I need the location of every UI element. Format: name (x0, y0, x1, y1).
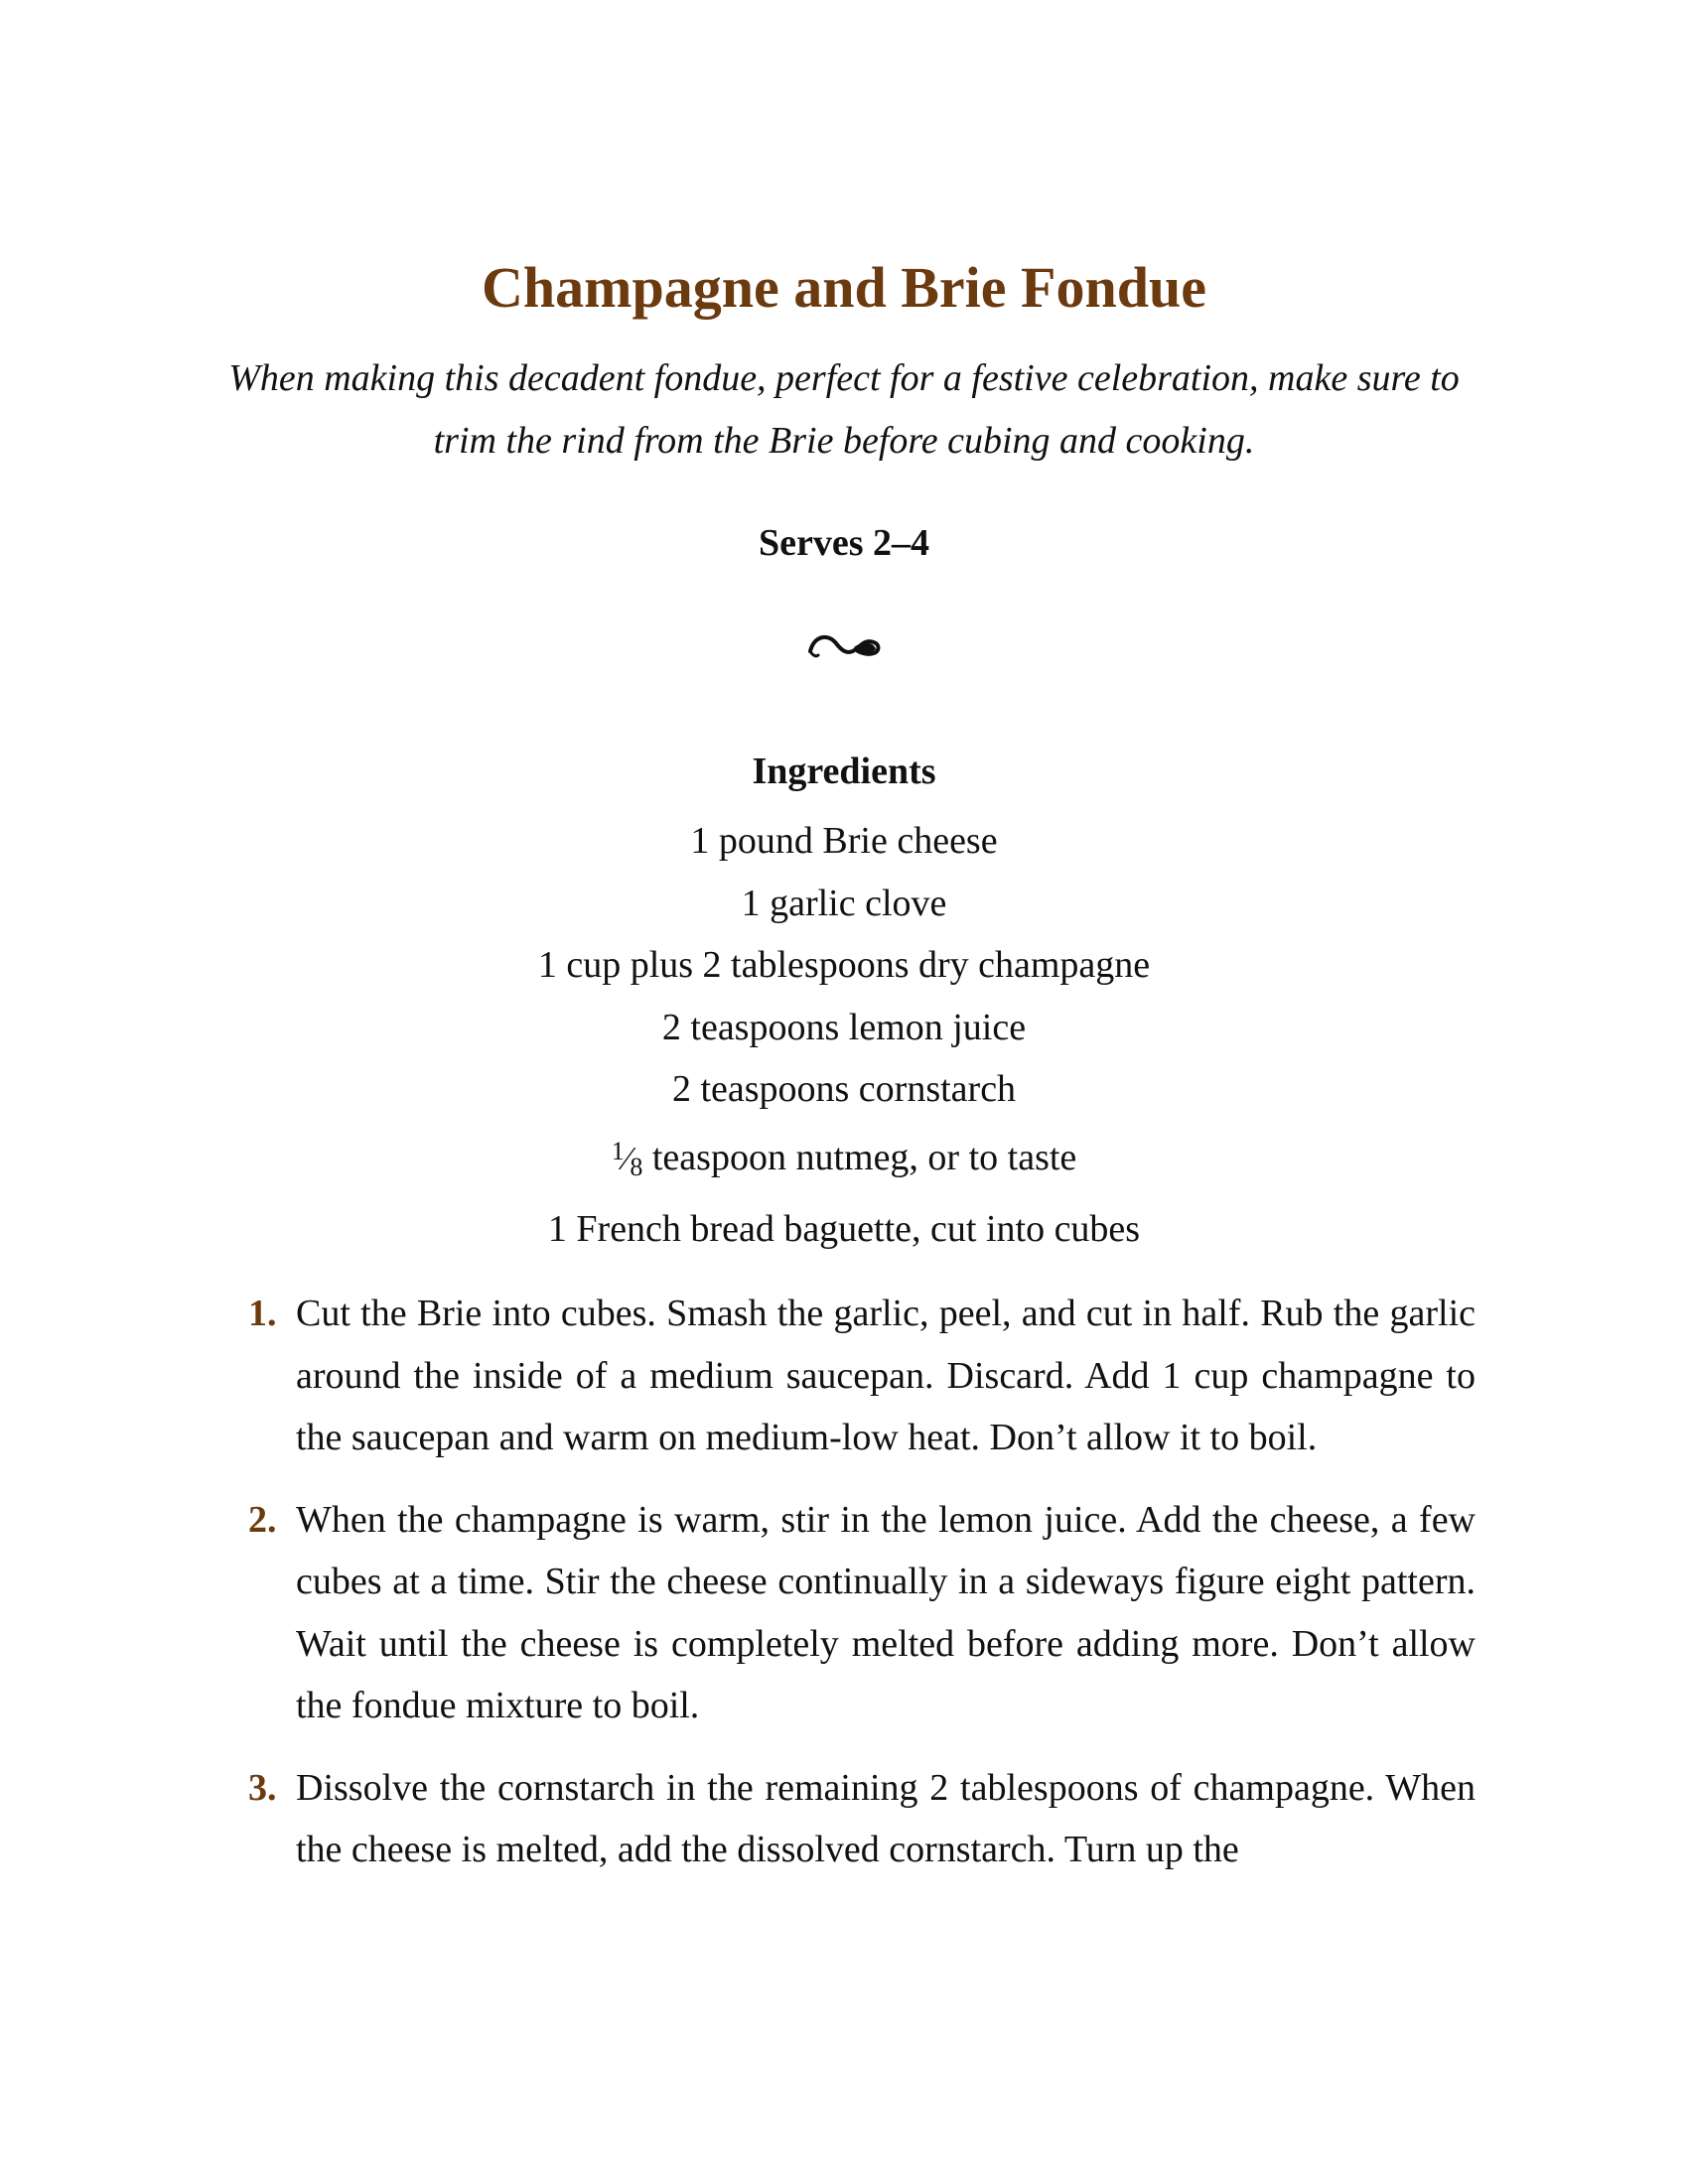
recipe-intro: When making this decadent fondue, perfect for a festive celebration, make sure to trim the rind from the Brie before cubing and cooking. (228, 357, 1460, 462)
step-number: 2. (248, 1498, 277, 1541)
ingredient-item: 1 cup plus 2 tablespoons dry champagne (537, 944, 1151, 986)
ingredient-text: teaspoon nutmeg, or to taste (651, 1136, 1077, 1178)
ingredients-list (0, 810, 1688, 1261)
fraction-numerator: 1 (611, 1136, 625, 1165)
instruction-step (248, 1757, 1476, 1881)
step-text: Cut the Brie into cubes. Smash the garlic, peel, and cut in half. Rub the garlic around the inside of a medium saucepan. Discard. Add 1 cup champagne to the saucepan and warm on medium-low heat. Don’t allow it to boil. (296, 1293, 1476, 1458)
ingredient-item: 2 teaspoons lemon juice (661, 1006, 1027, 1048)
ingredient-item: 1 garlic clove (741, 882, 947, 924)
step-text: Dissolve the cornstarch in the remaining 2 tablespoons of champagne. When the cheese is melted, add the dissolved cornstarch. Turn up the (296, 1766, 1476, 1870)
ingredients-heading: Ingredients (752, 751, 936, 792)
ingredient-item: 2 teaspoons cornstarch (671, 1068, 1017, 1110)
fraction-slash: ⁄ (624, 1140, 631, 1177)
nutmeg-fraction (611, 1136, 643, 1181)
instruction-step (248, 1489, 1476, 1737)
ingredient-item: 1 pound Brie cheese (690, 820, 998, 862)
ingredient-item-nutmeg (0, 1121, 1688, 1199)
swash-ornament-icon (804, 625, 884, 665)
instructions-list (248, 1283, 1476, 1901)
instruction-step (248, 1283, 1476, 1469)
ingredient-item: 1 French bread baguette, cut into cubes (547, 1208, 1141, 1250)
serves-label: Serves 2–4 (758, 522, 930, 564)
step-text: When the champagne is warm, stir in the lemon juice. Add the cheese, a few cubes at a time. Stir the cheese continually in a sideways figure eight pattern. Wait until the cheese is completely melted before adding more. Don’t allow the fondue mixture to boil. (296, 1498, 1476, 1726)
step-number: 3. (248, 1766, 277, 1809)
fraction-denominator: 8 (630, 1152, 643, 1181)
recipe-title: Champagne and Brie Fondue (482, 255, 1206, 320)
step-number: 1. (248, 1293, 277, 1334)
